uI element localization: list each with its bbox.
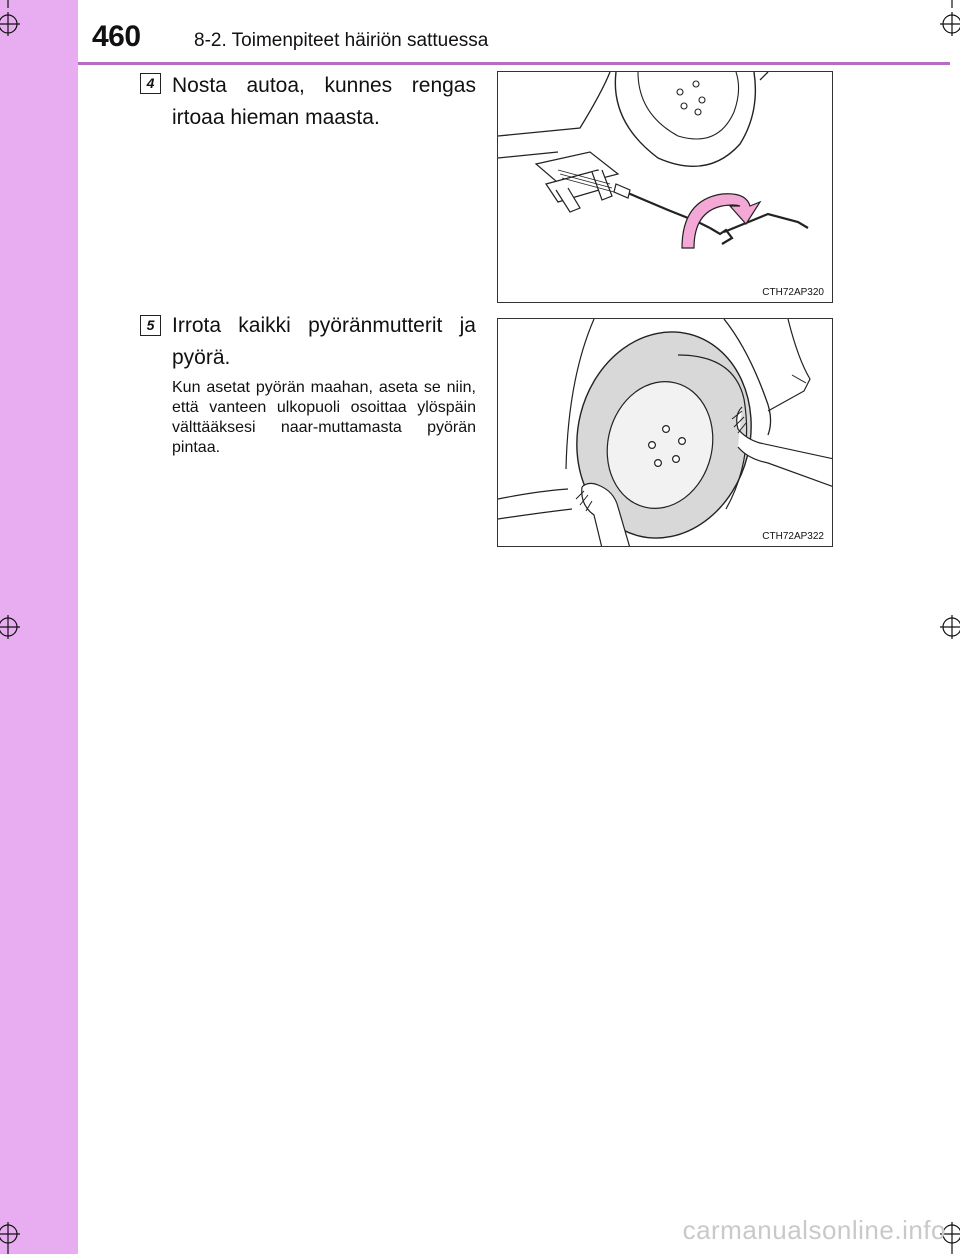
registration-mark-icon	[940, 615, 960, 639]
registration-mark-icon	[0, 615, 20, 639]
watermark: carmanualsonline.info	[682, 1215, 946, 1245]
step-4-text: Nosta autoa, kunnes rengas irtoaa hieman maasta.	[172, 74, 476, 129]
step-4-badge: 4	[140, 73, 161, 94]
step-5-text: Irrota kaikki pyöränmutterit ja pyörä.	[172, 314, 476, 369]
registration-mark-icon	[940, 12, 960, 36]
registration-mark-icon	[0, 1222, 20, 1246]
registration-mark-icon	[0, 12, 20, 36]
step-5-badge: 5	[140, 315, 161, 336]
section-title: 8-2. Toimenpiteet häiriön sattuessa	[194, 30, 489, 51]
page-number: 460	[92, 20, 141, 53]
step-5-note: Kun asetat pyörän maahan, aseta se niin, että vanteen ulkopuoli osoittaa ylöspäin välttääksesi naar-muttamasta pyörän pintaa.	[172, 379, 476, 456]
figure-code: CTH72AP320	[762, 287, 824, 298]
figure-code: CTH72AP322	[762, 531, 824, 542]
